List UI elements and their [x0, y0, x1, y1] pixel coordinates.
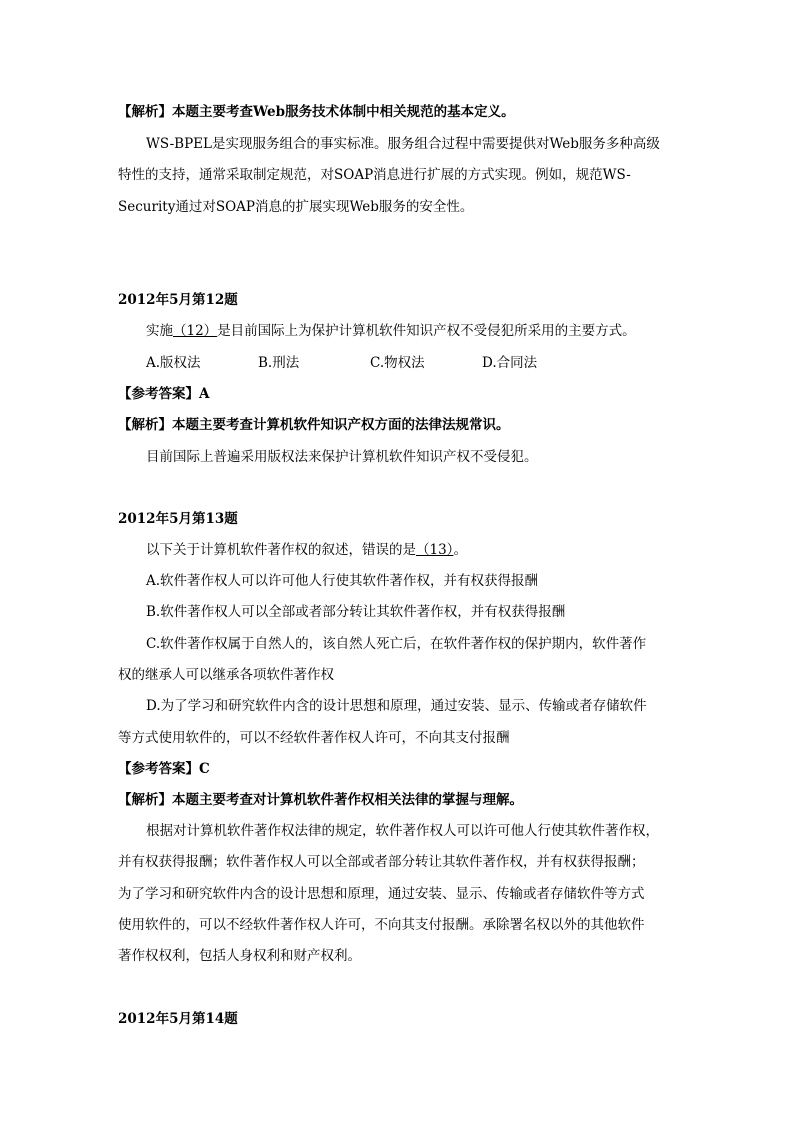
q13-option-a: A.软件著作权人可以许可他人行使其软件著作权，并有权获得报酬	[146, 573, 539, 589]
q12-answer: 【参考答案】A	[118, 386, 210, 402]
q12-stem	[146, 322, 636, 340]
q12-header: 2012年5月第12题	[118, 292, 238, 308]
q12-options	[146, 354, 537, 372]
q13-body-line-4: 使用软件的，可以不经软件著作权人许可，不向其支付报酬。承除署名权以外的其他软件	[118, 917, 645, 933]
q13-body-line-5: 著作权权利，包括人身权利和财产权利。	[118, 948, 361, 964]
q12-stem-post: 是目前国际上为保护计算机软件知识产权不受侵犯所采用的主要方式。	[217, 323, 636, 339]
q12-body-line-1: 目前国际上普遍采用版权法来保护计算机软件知识产权不受侵犯。	[146, 449, 538, 465]
q12-stem-pre: 实施	[146, 323, 173, 339]
q11-analysis: 【解析】本题主要考查Web服务技术体制中相关规范的基本定义。	[118, 104, 515, 120]
q13-stem	[146, 541, 467, 559]
q13-option-d-line-2: 等方式使用软件的，可以不经软件著作权人许可，不向其支付报酬	[118, 730, 510, 746]
q12-blank: （12）	[173, 323, 218, 339]
q12-option-a: A.版权法	[146, 355, 201, 371]
q13-option-c-line-1: C.软件著作权属于自然人的，该自然人死亡后，在软件著作权的保护期内，软件著作	[146, 636, 647, 652]
q13-body-line-1: 根据对计算机软件著作权法律的规定，软件著作权人可以许可他人行使其软件著作权，	[146, 823, 659, 839]
q13-blank: （13）	[416, 542, 454, 558]
q12-option-c: C.物权法	[370, 355, 425, 371]
q13-stem-post: 。	[453, 542, 467, 558]
q13-header: 2012年5月第13题	[118, 511, 238, 527]
q14-header: 2012年5月第14题	[118, 1011, 238, 1027]
q13-option-d-line-1: D.为了学习和研究软件内含的设计思想和原理，通过安装、显示、传输或者存储软件	[146, 698, 647, 714]
q13-body-line-3: 为了学习和研究软件内含的设计思想和原理，通过安装、显示、传输或者存储软件等方式	[118, 886, 645, 902]
q13-answer: 【参考答案】C	[118, 761, 210, 777]
q12-analysis: 【解析】本题主要考查计算机软件知识产权方面的法律法规常识。	[118, 417, 510, 433]
q11-body-line-1: WS-BPEL是实现服务组合的事实标准。服务组合过程中需要提供对Web服务多种高级	[146, 136, 660, 152]
q13-option-c-line-2: 权的继承人可以继承各项软件著作权	[118, 667, 334, 683]
q12-option-d: D.合同法	[482, 355, 538, 371]
q13-body-line-2: 并有权获得报酬；软件著作权人可以全部或者部分转让其软件著作权，并有权获得报酬；	[118, 854, 645, 870]
q13-analysis: 【解析】本题主要考查对计算机软件著作权相关法律的掌握与理解。	[118, 792, 523, 808]
q12-option-b: B.刑法	[258, 355, 300, 371]
q13-option-b: B.软件著作权人可以全部或者部分转让其软件著作权，并有权获得报酬	[146, 604, 566, 620]
q11-body-line-2: 特性的支持，通常采取制定规范，对SOAP消息进行扩展的方式实现。例如，规范WS-	[118, 167, 631, 183]
q13-stem-pre: 以下关于计算机软件著作权的叙述，错误的是	[146, 542, 416, 558]
q11-body-line-3: Security通过对SOAP消息的扩展实现Web服务的安全性。	[118, 199, 474, 215]
